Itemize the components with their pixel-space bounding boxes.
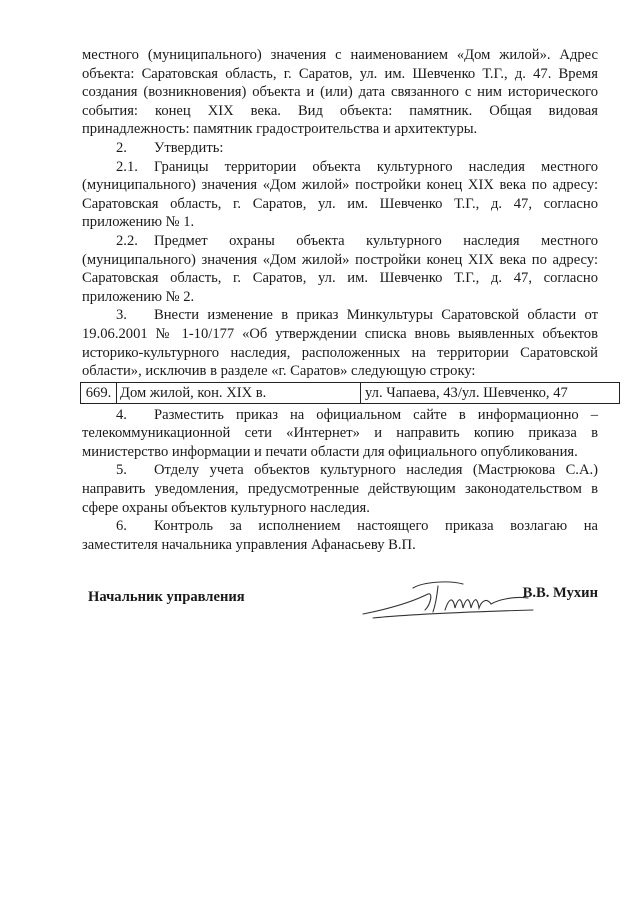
item-number: 2.1. — [116, 158, 138, 175]
item-text: Утвердить: — [154, 139, 224, 156]
item-number: 3. — [116, 307, 127, 324]
item-number: 2.2. — [116, 232, 138, 249]
signature-block — [88, 585, 598, 628]
item-number: 6. — [116, 518, 127, 535]
document-body — [82, 46, 598, 554]
item-2-2 — [82, 232, 598, 306]
paragraph-intro: местного (муниципального) значения с наименованием «Дом жилой». Адрес объекта: Саратовская область, г. Саратов, ул. им. Шевченко Т.Г., д. 47. Время создания (возникновения) объекта и (или) дата связанного с ним исторического события: конец XIX века. Вид объекта: памятник. Общая видовая принадлежность: памятник градостроительства и архитектуры. — [82, 47, 598, 138]
signatory-name: В.В. Мухин — [522, 585, 598, 601]
item-3 — [82, 306, 598, 380]
item-2-1 — [82, 158, 598, 232]
item-number: 5. — [116, 462, 127, 479]
table-cell-name: Дом жилой, кон. XIX в. — [117, 383, 361, 403]
item-text: Внести изменение в приказ Минкультуры Саратовской области от 19.06.2001 № 1-10/177 «Об утверждении списка вновь выявленных объектов историко-культурного наследия, расположенных на территории Саратовской области», исключив в разделе «г. Саратов» следующую строку: — [82, 307, 598, 380]
item-text: Разместить приказ на официальном сайте в информационно – телекоммуникационной сети «Интернет» и направить копию приказа в министерство информации и печати области для официального опубликования. — [82, 406, 598, 460]
item-text: Отделу учета объектов культурного наследия (Мастрюкова С.А.) направить уведомления, предусмотренные действующим законодательством в сфере охраны объектов культурного наследия. — [82, 462, 598, 516]
item-2 — [82, 139, 598, 158]
item-text: Контроль за исполнением настоящего приказа возлагаю на заместителя начальника управления Афанасьеву В.П. — [82, 518, 598, 553]
item-text: Границы территории объекта культурного наследия местного (муниципального) значения «Дом жилой» постройки конец XIX века по адресу: Саратовская область, г. Саратов, ул. им. Шевченко Т.Г., д. 47, согласно приложению № 1. — [82, 158, 598, 231]
signatory-title: Начальник управления — [88, 589, 245, 605]
item-number: 2. — [116, 139, 127, 156]
item-4 — [82, 406, 598, 462]
item-6 — [82, 517, 598, 554]
table-cell-address: ул. Чапаева, 43/ул. Шевченко, 47 — [365, 384, 568, 401]
table-cell-number: 669. — [81, 383, 117, 403]
item-number: 4. — [116, 406, 127, 423]
item-text: Предмет охраны объекта культурного наследия местного (муниципального) значения «Дом жилой» постройки конец XIX века по адресу: Саратовская область, г. Саратов, ул. им. Шевченко Т.Г., д. 47, согласно приложению № 2. — [82, 232, 598, 305]
item-5 — [82, 461, 598, 517]
excluded-row-table — [80, 382, 620, 404]
